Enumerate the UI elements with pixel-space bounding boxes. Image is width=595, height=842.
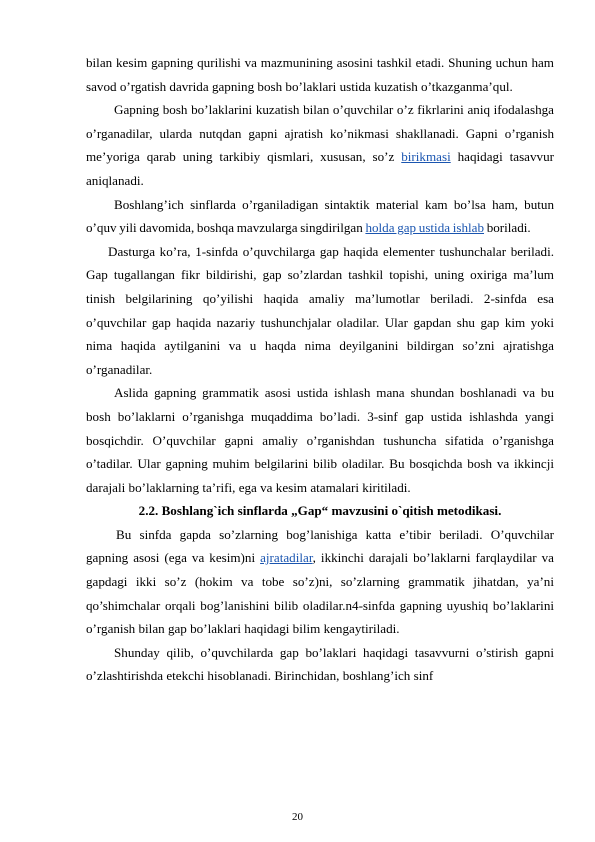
paragraph-1: bilan kesim gapning qurilishi va mazmunining asosini tashkil etadi. Shuning uchun ham savod o’rgatish davrida gapning bosh bo’laklari ustida kuzatish o’tkazganma’qul. [86,55,554,94]
paragraph-6-text-b: , ikkinchi darajali bo’laklarni farqlaydilar va gapdagi ikki so’z (hokim va tobe so’z)ni, so’zlarning grammatik jihatdan, ya’ni qo’shimchalar orqali bog’lanishini bilib oladilar.n4-sinfda gapning uyushiq bo’laklarini o’rganish bilan gap bo’laklari haqidagi bilim kengaytiriladi. [86,550,554,637]
paragraph-2-text-a: Gapning bosh bo’laklarini kuzatish bilan o’quvchilar o’z fikrlarini aniq ifodalashga o’rganadilar, ularda nutqdan gapni ajratish ko’nikmasi shakllanadi. Gapni o’rganish me’yoriga qarab uning tarkibiy qismlari, xususan, so’z [86,102,554,165]
link-holda-gap-ustida-ishlab[interactable]: holda gap ustida ishlab [365,220,485,236]
paragraph-3 [86,193,554,240]
page-body [86,51,554,688]
link-birikmasi[interactable]: birikmasi [401,149,451,165]
paragraph-3-text-a: Boshlang’ich sinflarda o’rganiladigan sintaktik material kam bo’lsa ham, butun o’quv yili davomida, boshqa mavzularga singdirilgan [86,196,554,236]
paragraph-4: Dasturga ko’ra, 1-sinfda o’quvchilarga gap haqida elementer tushunchalar beriladi. Gap tugallangan fikr bildirishi, gap so’zlardan tashkil topishi, uning oxiriga ma’lum tinish belgilarining qo’yilishi haqida amaliy ma’lumotlar beriladi. 2-sinfda esa o’quvchilar gap haqida nazariy tushunchjalar oladilar. Ular gapdan shu gap kim yoki nima haqida aytilganini va u haqda nima deyilganini bildirgan so’zni ajratishga o’rganadilar. [86,243,554,377]
paragraph-5: Aslida gapning grammatik asosi ustida ishlash mana shundan boshlanadi va bu bosh bo’laklarni o’rganishga muqaddima bo’ladi. 3-sinf gap ustida ishlashda yangi bosqichdir. O’quvchilar gapni amaliy o’rganishdan tushuncha sifatida o’rganishga o’tadilar. Ular gapning muhim belgilarini bilib oladilar. Bu bosqichda bosh va ikkincji darajali bo’laklarning ta’rifi, ega va kesim atamalari kiritiladi. [86,385,554,495]
paragraph-6-text-a: Bu sinfda gapda so’zlarning bog’lanishiga katta e’tibir beriladi. O’quvchilar gapning asosi (ega va kesim)ni [86,526,554,566]
paragraph-6 [86,523,554,641]
paragraph-2-text-b: haqidagi tasavvur aniqlanadi. [86,149,554,188]
paragraph-2 [86,98,554,192]
paragraph-7: Shunday qilib, o’quvchilarda gap bo’laklari haqidagi tasavvurni o’stirish gapni o’zlashtirishda etekchi hisoblanadi. Birinchidan, boshlang’ich sinf [86,644,554,684]
page-number: 20 [292,811,303,823]
section-heading: 2.2. Boshlang`ich sinflarda „Gap“ mavzusini o`qitish metodikasi. [138,503,502,519]
link-ajratadilar[interactable]: ajratadilar [260,550,313,566]
paragraph-3-text-b: boriladi. [484,220,531,236]
